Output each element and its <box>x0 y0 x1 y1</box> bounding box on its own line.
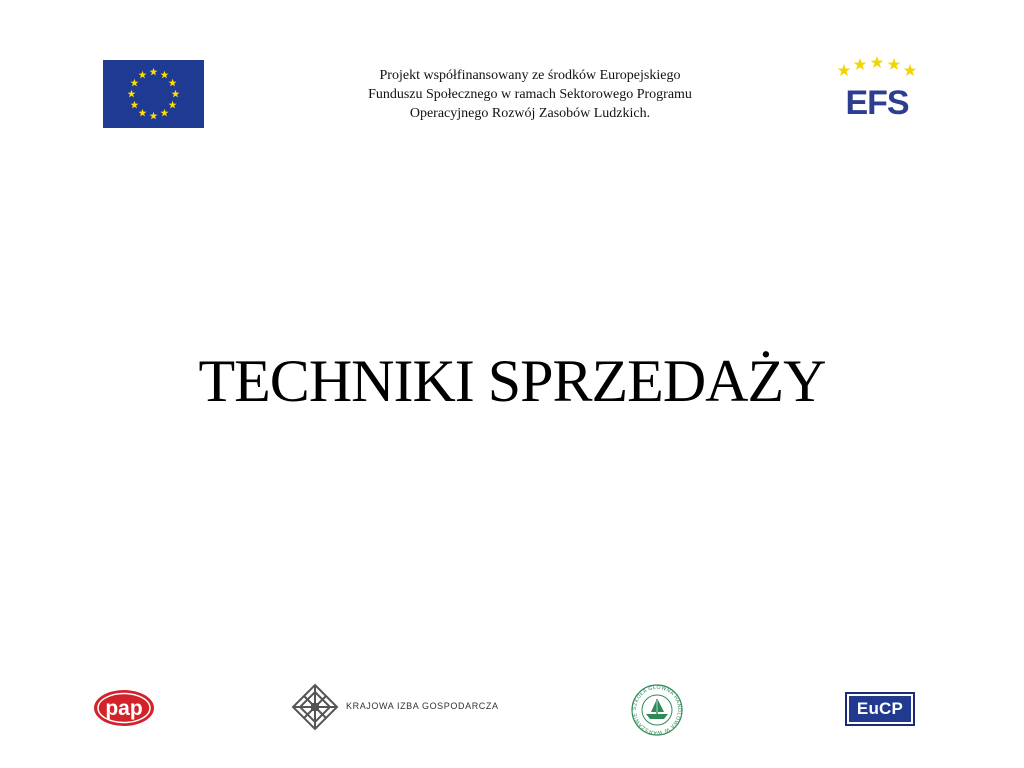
eucp-logo <box>845 692 915 726</box>
kig-logo-text: KRAJOWA IZBA GOSPODARCZA <box>346 701 499 711</box>
kig-logo <box>290 682 500 732</box>
sgh-logo-text: SZKOŁA GŁÓWNA HANDLOWA W WARSZAWIE <box>631 684 683 736</box>
efs-logo-text: EFS <box>845 84 909 120</box>
funding-statement <box>300 66 760 123</box>
eucp-logo-text: EuCP <box>849 696 911 722</box>
eu-flag-icon <box>103 60 204 128</box>
funding-line-2: Funduszu Społecznego w ramach Sektorowego Programu <box>368 87 692 102</box>
funding-line-1: Projekt współfinansowany ze środków Europejskiego <box>379 68 681 83</box>
kig-emblem-icon <box>290 682 340 732</box>
pap-logo-text: pap <box>105 697 143 720</box>
funding-line-3: Operacyjnego Rozwój Zasobów Ludzkich. <box>409 106 651 121</box>
slide-title: TECHNIKI SPRZEDAŻY <box>198 348 826 414</box>
sgh-logo <box>630 683 684 737</box>
pap-logo <box>92 688 156 728</box>
efs-logo <box>830 56 924 120</box>
